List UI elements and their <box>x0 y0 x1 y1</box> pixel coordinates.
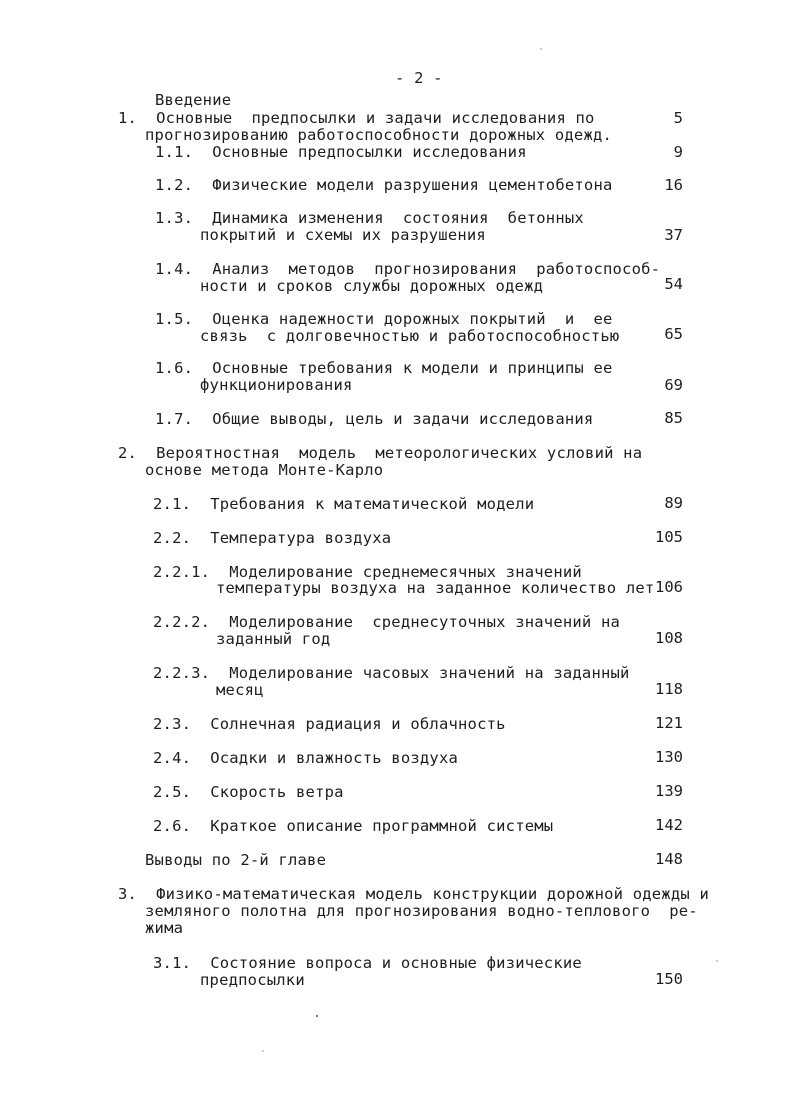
toc-entry-text: земляного полотна для прогнозирования водно-теплового ре- <box>145 902 698 920</box>
toc-entry-page: 142 <box>655 816 683 834</box>
toc-entry-text: 2.1. Требования к математической модели <box>153 495 535 513</box>
toc-entry-text: Выводы по 2-й главе <box>145 851 327 869</box>
toc-entry-text: 1.4. Анализ методов прогнозирования работоспособ- <box>155 260 661 278</box>
toc-entry-page: 85 <box>664 409 683 427</box>
toc-entry-text: 2. Вероятностная модель метеорологических условий на <box>118 444 643 462</box>
toc-introduction: Введение <box>155 91 232 109</box>
toc-entry-text: 1.3. Динамика изменения состояния бетонных <box>155 209 584 227</box>
toc-entry-page: 65 <box>664 325 683 343</box>
toc-entry-page: 9 <box>673 143 683 161</box>
toc-entry-page: 118 <box>655 680 683 698</box>
toc-entry-text: 1. Основные предпосылки и задачи исследования по <box>118 109 595 127</box>
scan-speck <box>262 1050 264 1052</box>
toc-entry-page: 5 <box>673 109 683 127</box>
toc-entry-text: 2.5. Скорость ветра <box>153 783 344 801</box>
toc-entry-text: 3.1. Состояние вопроса и основные физические <box>153 954 582 972</box>
toc-entry-page: 37 <box>664 226 683 244</box>
page-number: - 2 - <box>395 69 443 87</box>
toc-entry-text: 1.7. Общие выводы, цель и задачи исследования <box>155 410 594 428</box>
toc-entry-page: 121 <box>655 714 683 732</box>
scan-speck <box>316 1015 318 1017</box>
toc-entry-page: 130 <box>655 748 683 766</box>
toc-entry-text: ности и сроков службы дорожных одежд <box>200 277 544 295</box>
scan-speck <box>716 960 718 962</box>
toc-entry-text: связь с долговечностью и работоспособностью <box>200 327 620 345</box>
toc-entry-page: 89 <box>664 494 683 512</box>
toc-entry-text: основе метода Монте-Карло <box>145 461 384 479</box>
toc-entry-page: 54 <box>664 275 683 293</box>
toc-entry-text: 2.4. Осадки и влажность воздуха <box>153 749 459 767</box>
toc-entry-text: 2.2.3. Моделирование часовых значений на заданный <box>153 664 630 682</box>
toc-entry-page: 69 <box>664 376 683 394</box>
toc-entry-text: 2.6. Краткое описание программной системы <box>153 817 554 835</box>
toc-entry-text: функционирования <box>200 376 353 394</box>
toc-entry-text: 2.2. Температура воздуха <box>153 529 392 547</box>
toc-entry-page: 148 <box>655 850 683 868</box>
toc-entry-text: 2.2.2. Моделирование среднесуточных значений на <box>153 613 621 631</box>
toc-entry-text: 1.6. Основные требования к модели и принципы ее <box>155 359 613 377</box>
toc-entry-page: 106 <box>655 578 683 596</box>
toc-entry-page: 16 <box>664 176 683 194</box>
toc-entry-page: 108 <box>655 629 683 647</box>
toc-entry-text: 3. Физико-математическая модель конструкции дорожной одежды и <box>118 885 709 903</box>
toc-entry-text: жима <box>145 919 184 937</box>
toc-entry-text: 1.5. Оценка надежности дорожных покрытий и ее <box>155 310 613 328</box>
toc-entry-text: прогнозированию работоспособности дорожных одежд. <box>145 126 613 144</box>
toc-entry-page: 139 <box>655 782 683 800</box>
toc-entry-text: 1.2. Физические модели разрушения цементобетона <box>155 176 613 194</box>
toc-entry-text: заданный год <box>216 630 331 648</box>
toc-entry-page: 150 <box>655 970 683 988</box>
toc-entry-text: 1.1. Основные предпосылки исследования <box>155 143 527 161</box>
toc-entry-page: 105 <box>655 528 683 546</box>
toc-entry-text: предпосылки <box>200 971 305 989</box>
toc-entry-text: покрытий и схемы их разрушения <box>200 226 486 244</box>
toc-entry-text: 2.2.1. Моделирование среднемесячных значений <box>153 563 582 581</box>
toc-entry-text: 2.3. Солнечная радиация и облачность <box>153 715 506 733</box>
toc-entry-text: месяц <box>216 681 264 699</box>
toc-entry-text: температуры воздуха на заданное количество лет <box>216 579 655 597</box>
scan-speck <box>540 48 542 50</box>
